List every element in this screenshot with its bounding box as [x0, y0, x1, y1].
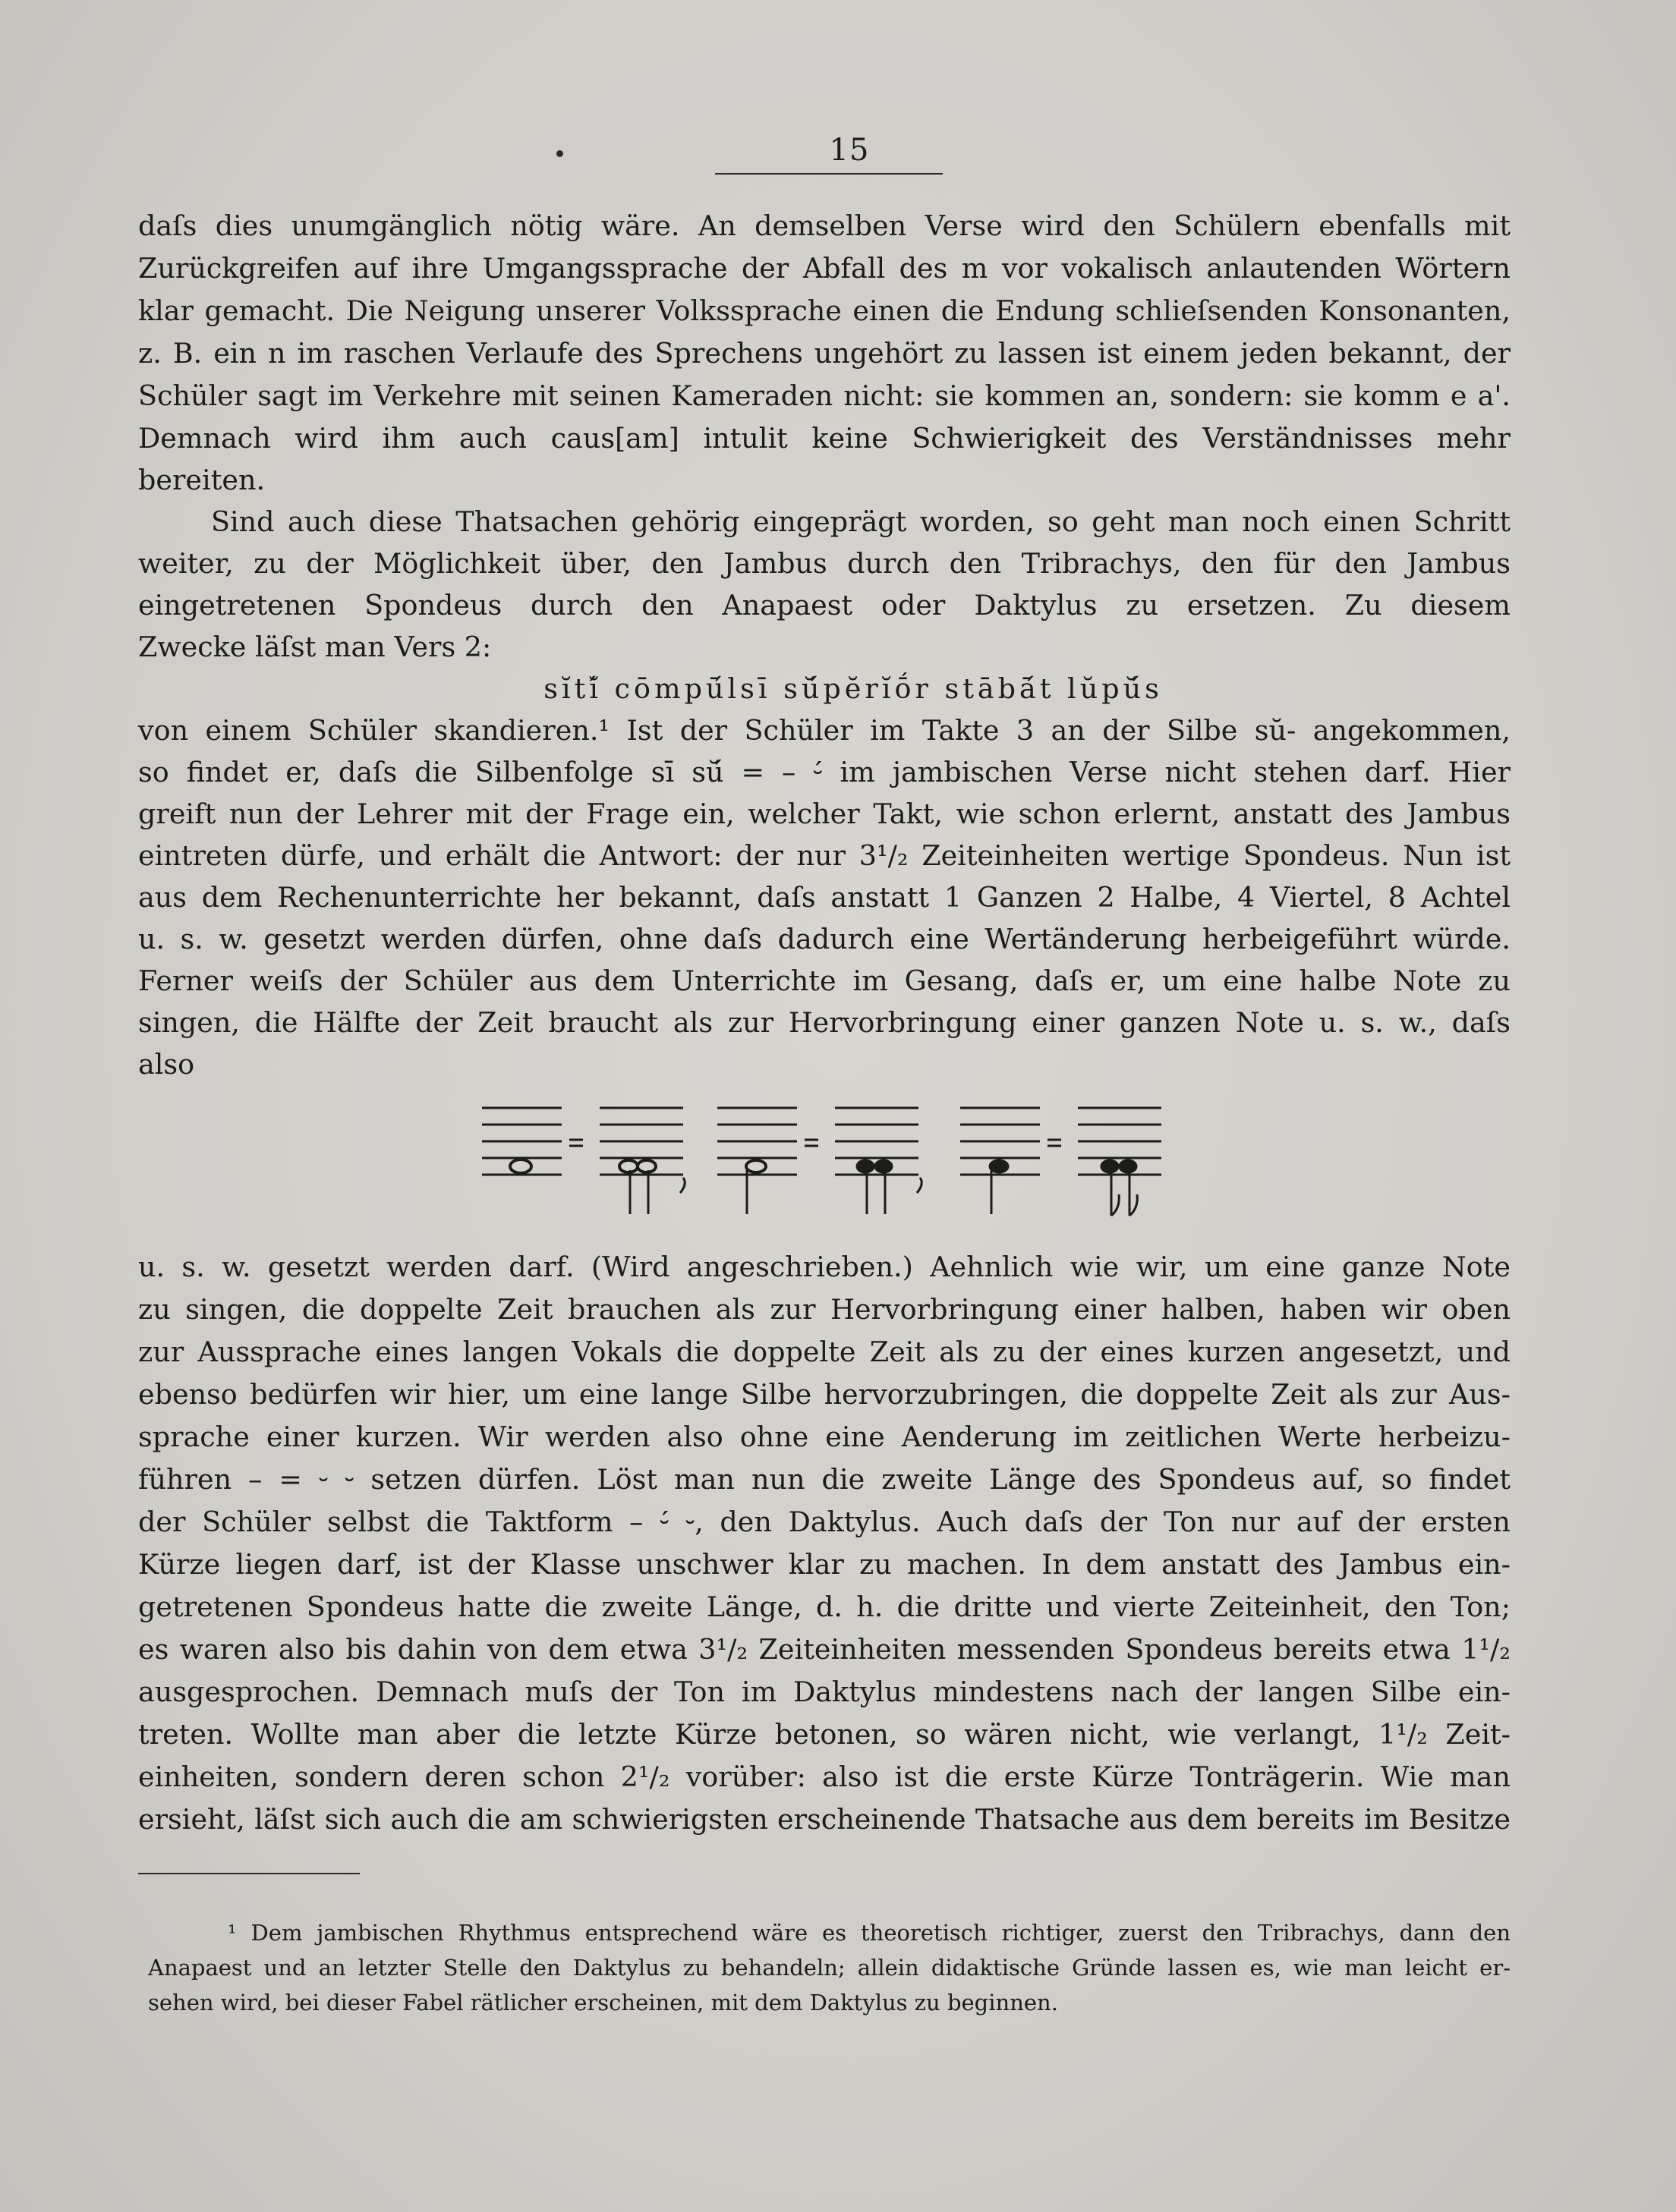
text-line: Ferner weiſs der Schüler aus dem Unterrichte im Gesang, daſs er, um eine halbe Note zu [138, 964, 1511, 997]
staff-quarter-notes [835, 1108, 921, 1214]
staff-quarter-note [960, 1108, 1040, 1214]
text-line: einheiten, sondern deren schon 2¹/₂ vorüber: also ist die erste Kürze Tonträgerin. Wie man [138, 1760, 1511, 1793]
text-line: z. B. ein n im raschen Verlaufe des Sprechens ungehört zu lassen ist einem jeden bekannt, der [138, 337, 1511, 370]
note-value-svg [455, 1085, 1184, 1226]
footnote-line: sehen wird, bei dieser Fabel rätlicher erscheinen, mit dem Daktylus zu beginnen. [148, 1990, 1058, 2015]
text-line: u. s. w. gesetzt werden darf. (Wird angeschrieben.) Aehnlich wie wir, um eine ganze Note [138, 1251, 1511, 1283]
text-line: weiter, zu der Möglichkeit über, den Jambus durch den Tribrachys, den für den Jambus [138, 547, 1511, 580]
page-number-rule [715, 173, 943, 175]
verse-line: sĭtĭ́ cōmpū́lsī sŭ́pĕrĭṓr stābā́t lŭpŭ́s [543, 672, 1163, 705]
staff-whole-note [482, 1108, 562, 1175]
text-line: also [138, 1048, 195, 1081]
text-line: eingetretenen Spondeus durch den Anapaest oder Daktylus zu ersetzen. Zu diesem [138, 589, 1511, 621]
footnote-line: ¹ Dem jambischen Rhythmus entsprechend wäre es theoretisch richtiger, zuerst den Tribrachys, dann den [228, 1920, 1511, 1946]
text-line: ersieht, läſst sich auch die am schwierigsten erscheinende Thatsache aus dem bereits im Besitze [138, 1803, 1511, 1836]
text-line: singen, die Hälfte der Zeit braucht als zur Hervorbringung einer ganzen Note u. s. w., daſs [138, 1006, 1511, 1039]
text-line: eintreten dürfe, und erhält die Antwort: der nur 3¹/₂ Zeiteinheiten wertige Spondeus. Nun ist [138, 839, 1511, 872]
text-line: getretenen Spondeus hatte die zweite Länge, d. h. die dritte und vierte Zeiteinheit, den Ton; [138, 1591, 1511, 1623]
footnote-rule [138, 1873, 360, 1874]
text-line: so findet er, daſs die Silbenfolge sī sŭ́ = – ⏑́ im jambischen Verse nicht stehen darf. Hier [138, 756, 1511, 788]
text-line: greift nun der Lehrer mit der Frage ein, welcher Takt, wie schon erlernt, anstatt des Jambus [138, 798, 1511, 830]
text-line: es waren also bis dahin von dem etwa 3¹/₂ Zeiteinheiten messenden Spondeus bereits etwa 1¹/₂ [138, 1633, 1511, 1666]
text-line: Sind auch diese Thatsachen gehörig eingeprägt worden, so geht man noch einen Schritt [211, 505, 1511, 538]
note-value-figure [455, 1085, 1184, 1226]
text-line: der Schüler selbst die Taktform – ⏑́ ⏑, den Daktylus. Auch daſs der Ton nur auf der ersten [138, 1506, 1511, 1538]
text-line: führen – = ⏑ ⏑ setzen dürfen. Löst man nun die zweite Länge des Spondeus auf, so findet [138, 1463, 1511, 1496]
text-line: ebenso bedürfen wir hier, um eine lange Silbe hervorzubringen, die doppelte Zeit als zur Aus- [138, 1378, 1511, 1411]
text-line: von einem Schüler skandieren.¹ Ist der Schüler im Takte 3 an der Silbe sŭ- angekommen, [138, 714, 1511, 747]
text-line: u. s. w. gesetzt werden dürfen, ohne daſs dadurch eine Wertänderung herbeigeführt würde. [138, 923, 1511, 955]
page-number: 15 [829, 133, 870, 168]
text-line: daſs dies unumgänglich nötig wäre. An demselben Verse wird den Schülern ebenfalls mit [138, 209, 1511, 242]
text-line: aus dem Rechenunterrichte her bekannt, daſs anstatt 1 Ganzen 2 Halbe, 4 Viertel, 8 Achtel [138, 881, 1511, 914]
footnote-line: Anapaest und an letzter Stelle den Daktylus zu behandeln; allein didaktische Gründe lassen es, wie man leicht er- [148, 1955, 1511, 1981]
text-line: zu singen, die doppelte Zeit brauchen als zur Hervorbringung einer halben, haben wir oben [138, 1293, 1511, 1326]
equals-sign-3 [1048, 1140, 1061, 1146]
text-line: Demnach wird ihm auch caus[am] intulit keine Schwierigkeit des Verständnisses mehr [138, 422, 1511, 455]
text-line: zur Aussprache eines langen Vokals die doppelte Zeit als zu der eines kurzen angesetzt, und [138, 1336, 1511, 1368]
text-line: treten. Wollte man aber die letzte Kürze betonen, so wären nicht, wie verlangt, 1¹/₂ Zeit- [138, 1718, 1511, 1751]
equals-sign-1 [569, 1140, 583, 1146]
equals-sign-2 [805, 1140, 818, 1146]
staff-half-notes [600, 1108, 685, 1214]
staff-half-note [717, 1108, 797, 1214]
text-line: ausgesprochen. Demnach muſs der Ton im Daktylus mindestens nach der langen Silbe ein- [138, 1676, 1511, 1708]
text-line: sprache einer kurzen. Wir werden also ohne eine Aenderung im zeitlichen Werte herbeizu- [138, 1421, 1511, 1453]
text-line: bereiten. [138, 464, 266, 496]
text-line: Schüler sagt im Verkehre mit seinen Kameraden nicht: sie kommen an, sondern: sie komm e a'. [138, 379, 1511, 412]
text-line: Zurückgreifen auf ihre Umgangssprache der Abfall des m vor vokalisch anlautenden Wörtern [138, 252, 1511, 285]
text-line: Kürze liegen darf, ist der Klasse unschwer klar zu machen. In dem anstatt des Jambus ein- [138, 1548, 1511, 1581]
text-line: klar gemacht. Die Neigung unserer Volkssprache einen die Endung schlieſsenden Konsonanten, [138, 294, 1511, 327]
staff-eighth-notes [1078, 1108, 1161, 1216]
text-line: Zwecke läſst man Vers 2: [138, 631, 492, 663]
